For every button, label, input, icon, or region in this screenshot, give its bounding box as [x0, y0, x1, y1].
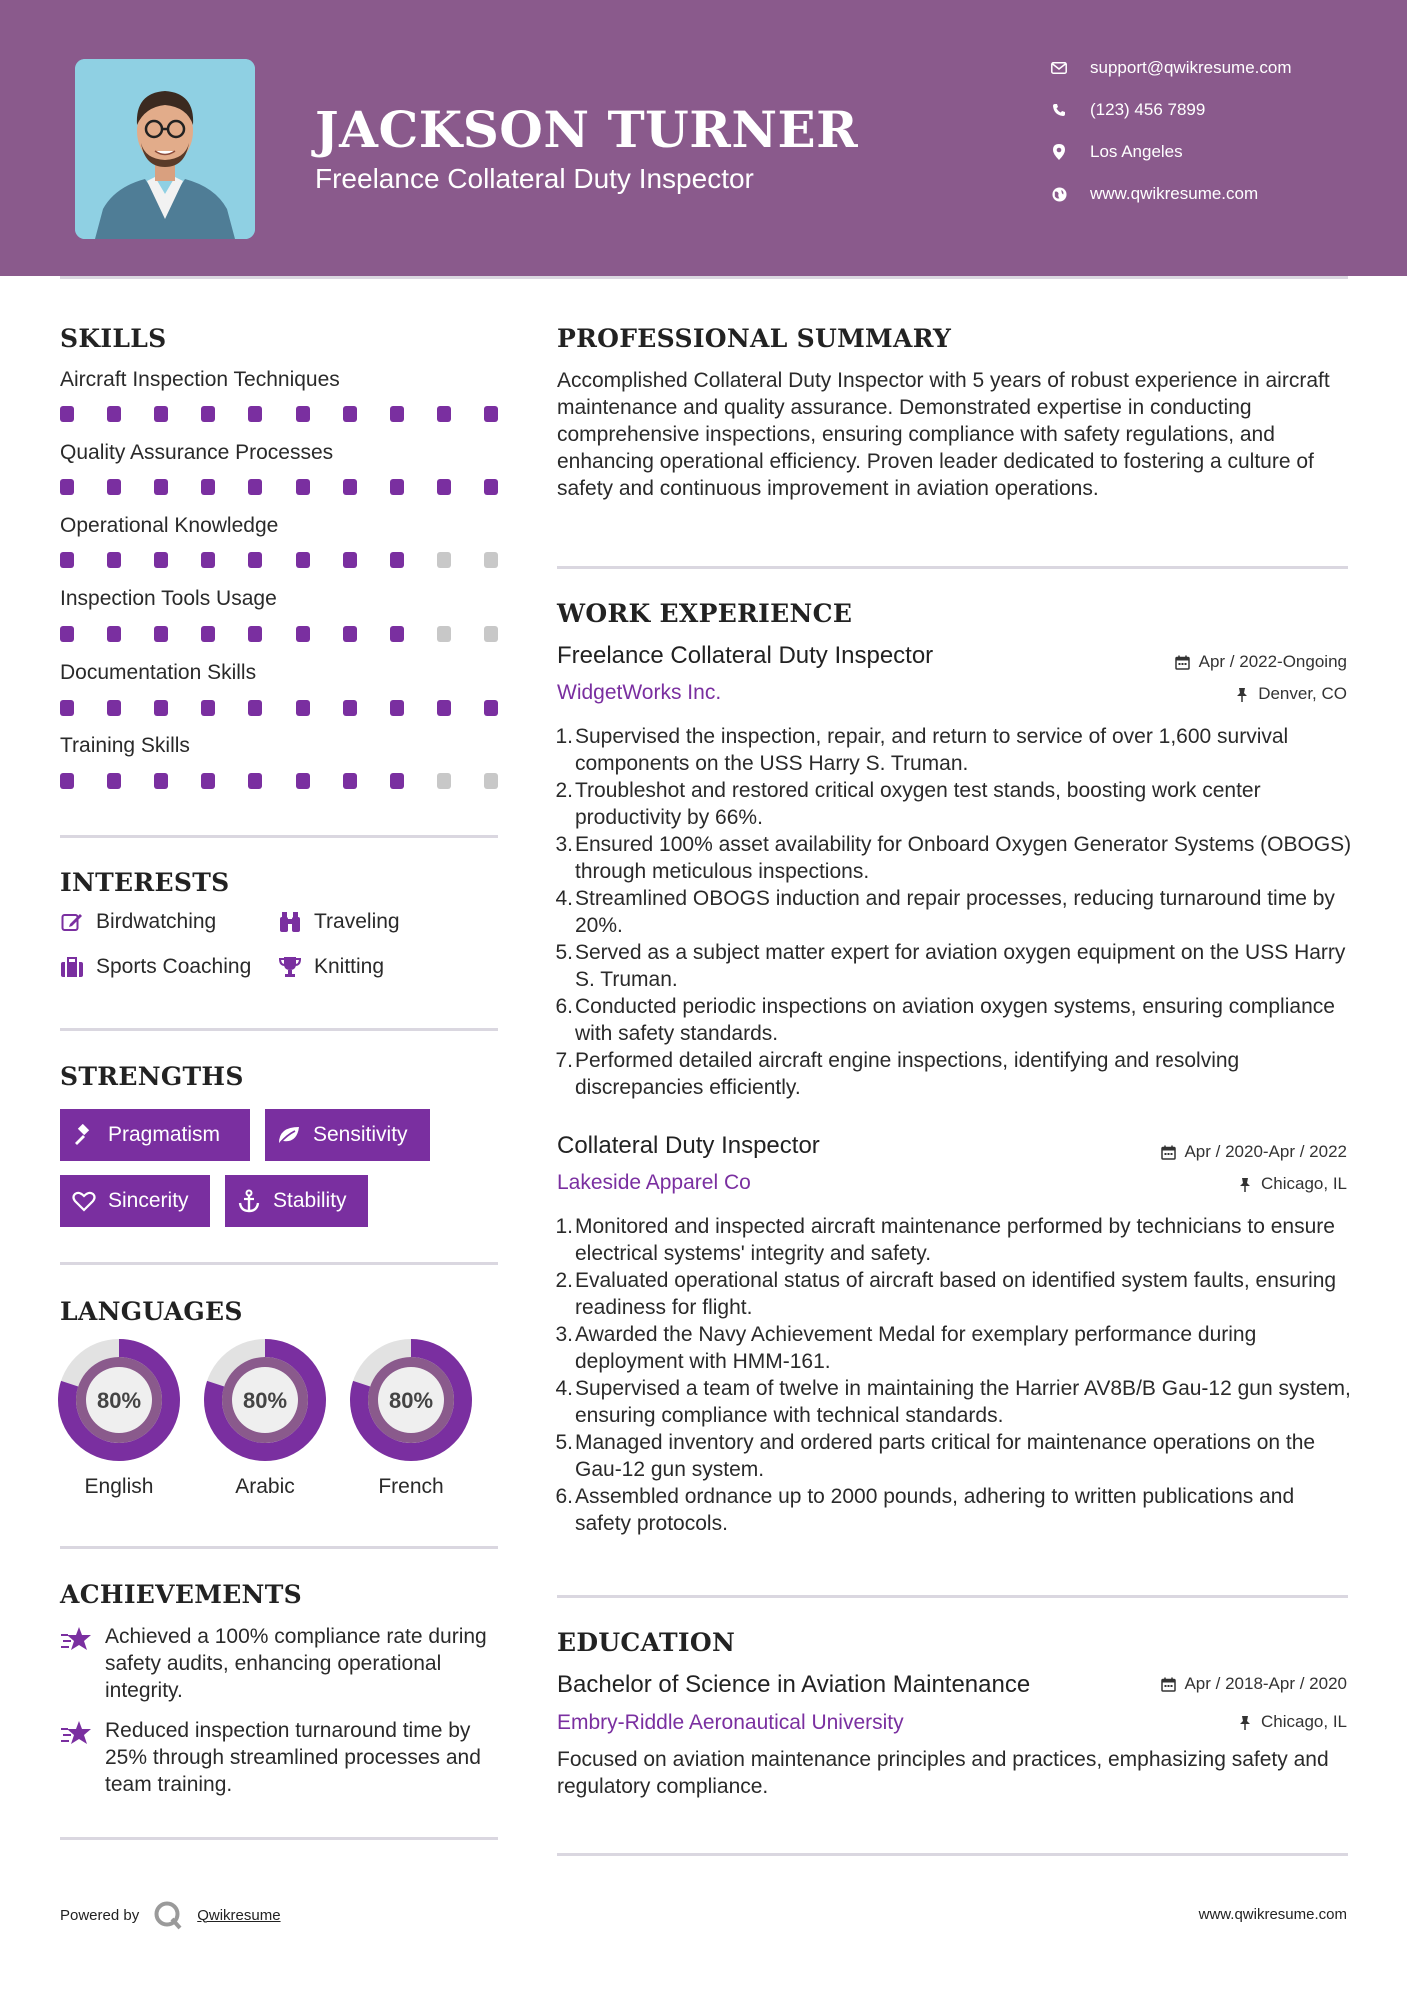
skill-dot-filled: [154, 552, 168, 568]
skill-dot-filled: [248, 552, 262, 568]
skill-name: Operational Knowledge: [60, 514, 279, 537]
interest-label: Birdwatching: [96, 910, 217, 933]
skill-dot-filled: [296, 479, 310, 495]
skill-rating: [60, 406, 498, 422]
footer-url[interactable]: www.qwikresume.com: [1198, 1906, 1347, 1923]
company-name: WidgetWorks Inc.: [557, 681, 722, 704]
skill-dot-filled: [60, 773, 74, 789]
skill-dot-empty: [437, 773, 451, 789]
bullet-text: Assembled ordnance up to 2000 pounds, adhering to written publications and safety protocols.: [575, 1485, 1295, 1535]
interest-item: [278, 910, 400, 934]
language-percent-label: 80%: [96, 1388, 142, 1413]
skill-dot-filled: [296, 700, 310, 716]
skill-name: Aircraft Inspection Techniques: [60, 368, 340, 391]
contact-email-text: support@qwikresume.com: [1090, 58, 1292, 77]
strength-label: Sincerity: [108, 1189, 189, 1212]
strength-badge: [60, 1109, 250, 1161]
skill-dot-filled: [154, 479, 168, 495]
calendar-icon: [1160, 1144, 1176, 1160]
bullet-text: Evaluated operational status of aircraft based on identified system faults, ensuring readiness for flight.: [575, 1269, 1337, 1319]
skill-dot-filled: [296, 626, 310, 642]
job-bullet: [555, 831, 1355, 885]
skill-name: Documentation Skills: [60, 661, 257, 684]
achievements-heading: ACHIEVEMENTS: [60, 1580, 302, 1609]
skill-dot-filled: [201, 700, 215, 716]
skill-dot-filled: [107, 406, 121, 422]
bullet-number: 4.: [555, 887, 573, 910]
bullet-number: 5.: [555, 941, 573, 964]
skill-dot-filled: [390, 626, 404, 642]
achievement-item: [60, 1623, 500, 1704]
job-location-text: Chicago, IL: [1261, 1174, 1347, 1193]
skill-dot-filled: [296, 406, 310, 422]
skills-heading: SKILLS: [60, 324, 167, 353]
interest-label: Sports Coaching: [96, 955, 252, 978]
pushpin-icon: [1237, 1714, 1253, 1730]
skill-dot-filled: [201, 552, 215, 568]
section-divider: [557, 1595, 1348, 1598]
bullet-number: 1.: [555, 725, 573, 748]
pushpin-icon: [1237, 1176, 1253, 1192]
skill-dot-filled: [484, 479, 498, 495]
mail-icon: [1050, 59, 1068, 77]
skill-dot-filled: [107, 479, 121, 495]
skill-dot-filled: [343, 700, 357, 716]
section-divider: [60, 835, 498, 838]
skill-dot-filled: [484, 406, 498, 422]
strength-badge: [265, 1109, 430, 1161]
job-location: [1234, 684, 1347, 704]
footer-powered-by: [60, 1900, 281, 1930]
skill-dot-filled: [296, 773, 310, 789]
job-location: [1237, 1174, 1347, 1194]
job-bullet: [555, 993, 1355, 1047]
star-ribbon-icon: [60, 1625, 92, 1653]
skill-dot-filled: [107, 626, 121, 642]
pencil-icon: [60, 910, 84, 934]
job-bullet: [555, 939, 1355, 993]
bullet-text: Managed inventory and ordered parts critical for maintenance operations on the Gau-12 gun system.: [575, 1431, 1316, 1481]
bullet-text: Troubleshot and restored critical oxygen test stands, boosting work center productivity by 66%.: [575, 779, 1261, 829]
bullet-number: 7.: [555, 1049, 573, 1072]
job-location-text: Denver, CO: [1258, 684, 1347, 703]
bullet-text: Supervised the inspection, repair, and return to service of over 1,600 survival components on the USS Harry S. Truman.: [575, 725, 1289, 775]
section-divider: [557, 566, 1348, 569]
bullet-text: Monitored and inspected aircraft maintenance performed by technicians to ensure electrical systems' integrity and safety.: [575, 1215, 1335, 1265]
skill-dot-filled: [296, 552, 310, 568]
language-donut: [350, 1339, 472, 1461]
skill-rating: [60, 626, 498, 642]
interest-item: [60, 910, 216, 934]
company-name: Lakeside Apparel Co: [557, 1171, 751, 1194]
skill-dot-filled: [107, 700, 121, 716]
job-bullet: [555, 1321, 1355, 1375]
skill-dot-filled: [107, 773, 121, 789]
job-bullet: [555, 1047, 1355, 1101]
bullet-text: Conducted periodic inspections on aviation oxygen systems, ensuring compliance with safety standards.: [575, 995, 1335, 1045]
education-heading: EDUCATION: [557, 1628, 736, 1657]
interest-item: [278, 955, 384, 979]
bullet-number: 3.: [555, 833, 573, 856]
contact-website[interactable]: [1050, 184, 1258, 204]
contact-phone-text: (123) 456 7899: [1090, 100, 1206, 119]
language-percent-label: 80%: [242, 1388, 288, 1413]
contact-website-text: www.qwikresume.com: [1090, 184, 1259, 203]
skill-dot-empty: [484, 773, 498, 789]
strength-badge: [225, 1175, 368, 1227]
bullet-text: Supervised a team of twelve in maintaining the Harrier AV8B/B Gau-12 gun system, ensuring compliance with technical standards.: [575, 1377, 1351, 1427]
education-dates-text: Apr / 2018-Apr / 2020: [1184, 1674, 1347, 1693]
strength-label: Pragmatism: [108, 1123, 221, 1146]
job-bullet: [555, 777, 1355, 831]
section-divider: [60, 1262, 498, 1265]
job-bullet: [555, 885, 1355, 939]
strengths-heading: STRENGTHS: [60, 1062, 244, 1091]
skill-dot-filled: [390, 406, 404, 422]
skill-rating: [60, 479, 498, 495]
pushpin-icon: [1234, 686, 1250, 702]
strength-label: Sensitivity: [313, 1123, 408, 1146]
candidate-name: JACKSON TURNER: [315, 100, 859, 159]
contact-location: [1050, 142, 1183, 162]
skill-rating: [60, 552, 498, 568]
profile-photo: [75, 59, 255, 239]
skill-dot-filled: [248, 773, 262, 789]
location-pin-icon: [1050, 143, 1068, 161]
skill-dot-filled: [437, 406, 451, 422]
skill-dot-filled: [343, 406, 357, 422]
section-divider: [557, 1853, 1348, 1856]
bullet-number: 2.: [555, 1269, 573, 1292]
skill-dot-filled: [343, 552, 357, 568]
skill-name: Quality Assurance Processes: [60, 441, 334, 464]
section-divider: [60, 1837, 498, 1840]
candidate-title: Freelance Collateral Duty Inspector: [315, 163, 754, 194]
skill-dot-filled: [201, 773, 215, 789]
experience-heading: WORK EXPERIENCE: [557, 599, 853, 628]
job-title: Freelance Collateral Duty Inspector: [557, 642, 934, 669]
skill-rating: [60, 700, 498, 716]
skill-dot-empty: [437, 552, 451, 568]
language-donut: [58, 1339, 180, 1461]
star-ribbon-icon: [60, 1719, 92, 1747]
skill-dot-filled: [201, 406, 215, 422]
achievement-item: [60, 1717, 500, 1798]
job-bullet: [555, 1483, 1355, 1537]
education-location: [1237, 1712, 1347, 1732]
skill-dot-empty: [484, 552, 498, 568]
skill-dot-filled: [248, 626, 262, 642]
job-bullet: [555, 723, 1355, 777]
skill-dot-filled: [390, 773, 404, 789]
skill-dot-filled: [60, 479, 74, 495]
interest-label: Knitting: [314, 955, 385, 978]
leaf-icon: [277, 1123, 301, 1147]
job-bullet: [555, 1375, 1355, 1429]
strength-badge: [60, 1175, 210, 1227]
skill-dot-filled: [390, 479, 404, 495]
heart-icon: [72, 1189, 96, 1213]
job-bullet: [555, 1429, 1355, 1483]
skill-rating: [60, 773, 498, 789]
contact-email[interactable]: [1050, 58, 1292, 78]
job-dates: [1175, 652, 1347, 672]
skill-dot-filled: [154, 700, 168, 716]
qwikresume-logo-icon: [153, 1900, 183, 1930]
calendar-icon: [1160, 1676, 1176, 1692]
bullet-text: Performed detailed aircraft engine inspections, identifying and resolving discrepancies efficiently.: [575, 1049, 1240, 1099]
contact-phone[interactable]: [1050, 100, 1205, 120]
language-donut: [204, 1339, 326, 1461]
education-dates: [1160, 1674, 1347, 1694]
globe-icon: [1050, 185, 1068, 203]
language-percent-label: 80%: [388, 1388, 434, 1413]
interest-item: [60, 955, 251, 979]
skill-dot-empty: [437, 626, 451, 642]
skill-dot-filled: [107, 552, 121, 568]
skill-dot-filled: [248, 700, 262, 716]
header-divider: [60, 276, 1348, 279]
summary-heading: PROFESSIONAL SUMMARY: [557, 324, 952, 353]
skill-dot-filled: [343, 773, 357, 789]
contact-location-text: Los Angeles: [1090, 142, 1183, 161]
languages-heading: LANGUAGES: [60, 1297, 243, 1326]
job-dates: [1160, 1142, 1347, 1162]
skill-dot-filled: [484, 700, 498, 716]
section-divider: [60, 1028, 498, 1031]
header-banner: [0, 0, 1407, 276]
skill-dot-filled: [248, 406, 262, 422]
language-name: Arabic: [235, 1475, 295, 1498]
skill-dot-filled: [343, 479, 357, 495]
skill-dot-filled: [60, 626, 74, 642]
skill-dot-filled: [60, 700, 74, 716]
skill-dot-filled: [154, 773, 168, 789]
job-dates-text: Apr / 2020-Apr / 2022: [1184, 1142, 1347, 1161]
qwikresume-link[interactable]: Qwikresume: [197, 1906, 281, 1924]
skill-dot-filled: [201, 479, 215, 495]
bullet-text: Awarded the Navy Achievement Medal for exemplary performance during deployment with HMM-161.: [575, 1323, 1257, 1373]
calendar-icon: [1175, 654, 1191, 670]
skill-dot-empty: [484, 626, 498, 642]
education-location-text: Chicago, IL: [1261, 1712, 1347, 1731]
skill-dot-filled: [60, 552, 74, 568]
bullet-number: 2.: [555, 779, 573, 802]
bullet-text: Ensured 100% asset availability for Onboard Oxygen Generator Systems (OBOGS) through meticulous inspections.: [575, 833, 1352, 883]
job-bullet: [555, 1213, 1355, 1267]
summary-text: Accomplished Collateral Duty Inspector with 5 years of robust experience in aircraft maintenance and quality assurance. Demonstrated expertise in conducting comprehensive inspections, ensuring compliance with safety regulations, and enhancing operational efficiency. Proven leader dedicated to fostering a culture of safety and continuous improvement in aviation operations.: [557, 369, 1330, 500]
skill-name: Training Skills: [60, 734, 190, 757]
job-title: Collateral Duty Inspector: [557, 1132, 820, 1159]
bullet-number: 6.: [555, 1485, 573, 1508]
gavel-icon: [72, 1123, 96, 1147]
degree-title: Bachelor of Science in Aviation Maintenance: [557, 1671, 1031, 1698]
education-description: Focused on aviation maintenance principles and practices, emphasizing safety and regulatory compliance.: [557, 1748, 1329, 1798]
bullet-number: 3.: [555, 1323, 573, 1346]
language-name: English: [84, 1475, 154, 1498]
skill-dot-filled: [154, 626, 168, 642]
job-bullet: [555, 1267, 1355, 1321]
skill-dot-filled: [248, 479, 262, 495]
briefcase-icon: [60, 955, 84, 979]
skill-name: Inspection Tools Usage: [60, 587, 277, 610]
interests-heading: INTERESTS: [60, 868, 230, 897]
job-bullets: [555, 1213, 1355, 1537]
binoculars-icon: [278, 910, 302, 934]
skill-dot-filled: [201, 626, 215, 642]
skill-dot-filled: [154, 406, 168, 422]
skill-dot-filled: [437, 700, 451, 716]
school-name: Embry-Riddle Aeronautical University: [557, 1711, 904, 1734]
bullet-text: Served as a subject matter expert for aviation oxygen equipment on the USS Harry S. Truman.: [575, 941, 1346, 991]
skill-dot-filled: [60, 406, 74, 422]
phone-icon: [1050, 101, 1068, 119]
job-bullets: [555, 723, 1355, 1101]
trophy-icon: [278, 955, 302, 979]
anchor-icon: [237, 1189, 261, 1213]
skill-dot-filled: [343, 626, 357, 642]
language-name: French: [378, 1475, 444, 1498]
bullet-number: 5.: [555, 1431, 573, 1454]
bullet-number: 4.: [555, 1377, 573, 1400]
job-dates-text: Apr / 2022-Ongoing: [1198, 652, 1347, 671]
skill-dot-filled: [390, 700, 404, 716]
strength-label: Stability: [273, 1189, 347, 1212]
skill-dot-filled: [437, 479, 451, 495]
bullet-number: 6.: [555, 995, 573, 1018]
bullet-text: Streamlined OBOGS induction and repair processes, reducing turnaround time by 20%.: [575, 887, 1335, 937]
interest-label: Traveling: [314, 910, 400, 933]
section-divider: [60, 1546, 498, 1549]
powered-by-label: Powered by: [60, 1906, 140, 1924]
achievement-text: Achieved a 100% compliance rate during safety audits, enhancing operational integrity.: [105, 1625, 487, 1702]
skill-dot-filled: [390, 552, 404, 568]
achievement-text: Reduced inspection turnaround time by 25% through streamlined processes and team training.: [105, 1719, 481, 1796]
bullet-number: 1.: [555, 1215, 573, 1238]
